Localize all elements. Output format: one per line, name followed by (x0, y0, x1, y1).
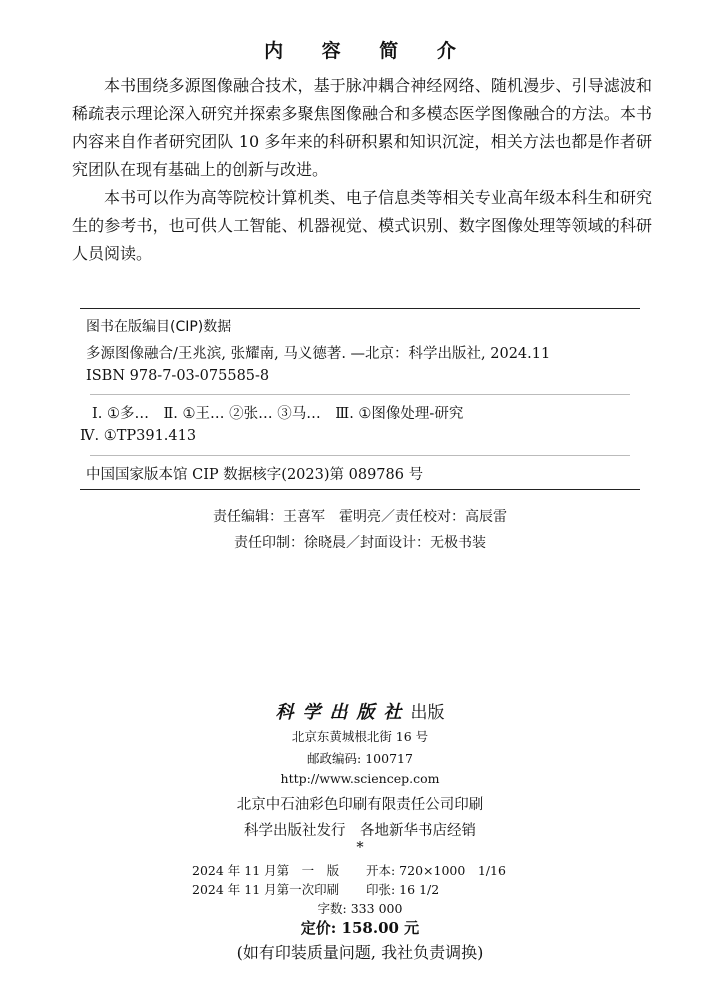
cip-bottom-rule (80, 489, 640, 490)
cip-top-rule (80, 308, 640, 309)
cip-classification-2: Ⅳ. ①TP391.413 (80, 428, 197, 444)
publisher-line (0, 698, 720, 724)
edition-line-1-right: 开本: 720×1000 1/16 (366, 863, 506, 878)
edition-line-2-right: 印张: 16 1/2 (366, 882, 440, 897)
cip-number: 中国国家版本馆 CIP 数据核字(2023)第 089786 号 (86, 467, 424, 483)
separator-star: * (356, 840, 364, 856)
publisher-address: 北京东黄城根北街 16 号 (291, 729, 429, 744)
intro-body (72, 72, 652, 268)
publisher-website: http://www.sciencep.com (280, 771, 440, 786)
edition-line-1-left: 2024 年 11 月第 一 版 (192, 863, 340, 878)
intro-paragraph: 本书围绕多源图像融合技术，基于脉冲耦合神经网络、随机漫步、引导滤波和稀疏表示理论深入研究并探索多聚焦图像融合和多模态医学图像融合的方法。本书内容来自作者研究团队 10 多年来的科研积累和知识沉淀，相关方法也都是作者研究团队在现有基础上的创新与改进。 (72, 76, 652, 179)
publisher-suffix: 出版 (410, 703, 445, 723)
cip-inner-rule (90, 455, 630, 456)
intro-paragraph: 本书可以作为高等院校计算机类、电子信息类等相关专业高年级本科生和研究生的参考书，也可供人工智能、机器视觉、模式识别、数字图像处理等领域的科研人员阅读。 (72, 188, 652, 263)
cip-classification-1: Ⅰ. ①多… Ⅱ. ①王… ②张… ③马… Ⅲ. ①图像处理-研究 (92, 406, 464, 422)
credits-production: 责任印制：徐晓晨／封面设计：无极书装 (234, 535, 486, 551)
edition-line-2-left: 2024 年 11 月第一次印刷 (192, 882, 340, 897)
credits-editors: 责任编辑：王喜军 霍明亮／责任校对：高辰雷 (213, 509, 507, 525)
publisher-postcode: 邮政编码: 100717 (307, 751, 413, 766)
distribution-line: 科学出版社发行 各地新华书店经销 (244, 823, 476, 839)
quality-note: (如有印装质量问题, 我社负责调换) (236, 943, 484, 962)
cip-book-line: 多源图像融合/王兆滨, 张耀南, 马义德著. —北京：科学出版社, 2024.11 (86, 346, 551, 362)
publisher-name: 科学出版社 (275, 702, 411, 723)
word-count: 字数: 333 000 (317, 901, 403, 916)
printer-line: 北京中石油彩色印刷有限责任公司印刷 (236, 797, 484, 813)
cip-isbn: ISBN 978-7-03-075585-8 (86, 368, 270, 384)
price: 定价: 158.00 元 (300, 919, 420, 937)
cip-heading: 图书在版编目(CIP)数据 (86, 319, 232, 335)
cip-inner-rule (90, 394, 630, 395)
page-title: 内 容 简 介 (264, 40, 472, 62)
